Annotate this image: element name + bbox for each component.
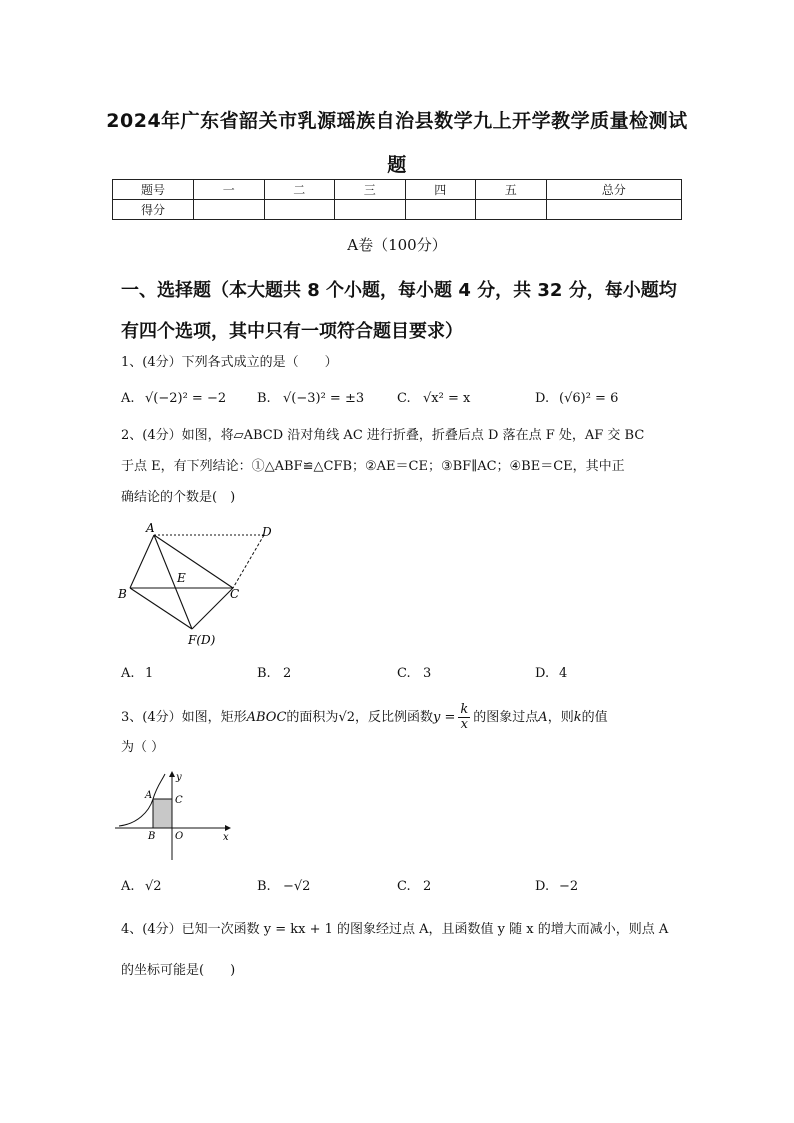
score-header-cell: 五 <box>476 180 547 200</box>
q3-area-value: √2 <box>338 710 355 725</box>
q1-option-a-body: √(−2)² = −2 <box>145 391 227 406</box>
q3-x-axis-arrow-icon <box>225 825 231 831</box>
doc-title-line2: 题 <box>387 154 407 176</box>
q1-option-b-body: √(−3)² = ±3 <box>283 391 365 406</box>
q3-option-b-body: −√2 <box>283 879 311 894</box>
score-cell[interactable] <box>405 200 476 220</box>
score-cell[interactable] <box>546 200 682 220</box>
q3-rect-name: ABOC <box>246 710 287 725</box>
q3-option-d-label: D. <box>535 879 550 894</box>
q2-label-b: B <box>118 587 127 601</box>
q3-label-a: A <box>145 790 153 801</box>
section1-heading-line1: 一、选择题（本大题共 8 个小题，每小题 4 分，共 32 分，每小题均 <box>121 280 677 301</box>
q1-stem: 1、(4分）下列各式成立的是（ ） <box>121 355 338 370</box>
score-table <box>112 179 682 220</box>
q2-segment-cf <box>192 588 233 629</box>
q2-option-c-body: 3 <box>423 666 432 681</box>
score-cell[interactable] <box>476 200 547 220</box>
score-table-score-row <box>113 200 682 220</box>
q3-func-num: k <box>460 702 469 717</box>
score-header-cell: 三 <box>335 180 406 200</box>
q4-stem-line2: 的坐标可能是( ) <box>121 963 236 978</box>
q2-option-b-body: 2 <box>283 666 292 681</box>
q3-label-x: x <box>223 832 229 843</box>
q3-option-a-label: A. <box>121 879 135 894</box>
score-table-header-row <box>113 180 682 200</box>
q3-option-a-body: √2 <box>145 879 162 894</box>
q3-option-d-body: −2 <box>559 879 579 894</box>
q3-y-axis-arrow-icon <box>169 771 175 777</box>
q3-option-c-body: 2 <box>423 879 432 894</box>
score-cell[interactable] <box>264 200 335 220</box>
q2-label-a: A <box>146 521 155 535</box>
q3-area-text: 的面积为 <box>286 710 339 725</box>
q1-option-c-label: C. <box>397 391 411 406</box>
q1-option-a-label: A. <box>121 391 135 406</box>
score-header-cell: 题号 <box>113 180 194 200</box>
q1-option-d-label: D. <box>535 391 550 406</box>
q2-stem-line2: 于点 E，有下列结论：①△ABF≌△CFB；②AE＝CE；③BF∥AC；④BE＝CE，其中正 <box>121 459 625 474</box>
q3-suffix: 的图象过点 <box>473 710 539 725</box>
score-header-cell: 总分 <box>546 180 682 200</box>
q3-stem-line1 <box>121 703 608 732</box>
q3-hyperbola-figure <box>115 768 235 862</box>
q2-option-a-label: A. <box>121 666 135 681</box>
q2-label-e: E <box>177 571 186 585</box>
q2-option-a-body: 1 <box>145 666 154 681</box>
q2-label-d: D <box>262 525 272 539</box>
score-header-cell: 一 <box>194 180 265 200</box>
volume-heading: A卷（100分） <box>347 236 447 254</box>
q3-option-c-label: C. <box>397 879 411 894</box>
section1-heading-line2: 有四个选项，其中只有一项符合题目要求） <box>121 321 463 342</box>
q3-option-b-label: B. <box>257 879 271 894</box>
q2-segment-ac <box>154 535 233 588</box>
q2-option-d-label: D. <box>535 666 550 681</box>
q2-segment-af <box>154 535 192 629</box>
q1-options <box>121 391 681 411</box>
q3-fraction <box>458 703 470 732</box>
q3-options <box>121 879 681 899</box>
q2-options <box>121 666 681 686</box>
score-cell[interactable] <box>335 200 406 220</box>
q2-option-c-label: C. <box>397 666 411 681</box>
q3-label-b: B <box>148 831 156 842</box>
q3-func-den: x <box>460 717 468 732</box>
q2-option-d-body: 4 <box>559 666 568 681</box>
q3-k: k <box>573 710 582 725</box>
q3-point: A <box>538 710 548 725</box>
doc-title-line1: 2024年广东省韶关市乳源瑶族自治县数学九上开学教学质量检测试 <box>106 110 688 132</box>
q3-func-lhs: y = <box>433 710 456 725</box>
q2-segment-dc <box>233 535 264 588</box>
q1-option-c-body: √x² = x <box>423 391 471 406</box>
q3-label-c: C <box>175 795 183 806</box>
q2-segment-bf <box>130 588 192 629</box>
q1-option-d-body: (√6)² = 6 <box>559 391 619 406</box>
q2-label-f: F(D) <box>188 633 216 647</box>
q1-option-b-label: B. <box>257 391 271 406</box>
q3-prefix: 3、(4分）如图，矩形 <box>121 710 247 725</box>
q3-stem-line2: 为（ ） <box>121 740 165 755</box>
q3-suffix2: ，则 <box>547 710 574 725</box>
q2-parallelogram-figure <box>115 518 285 650</box>
score-cell[interactable] <box>194 200 265 220</box>
q3-label-o: O <box>175 831 184 842</box>
q4-stem-line1: 4、(4分）已知一次函数 y = kx + 1 的图象经过点 A，且函数值 y 随 x 的增大而减小，则点 A <box>121 922 669 937</box>
q3-label-y: y <box>176 772 182 783</box>
q2-option-b-label: B. <box>257 666 271 681</box>
q2-segment-ab <box>130 535 154 588</box>
q2-label-c: C <box>230 587 240 601</box>
q3-mid: ，反比例函数 <box>355 710 434 725</box>
q2-stem-line1: 2、(4分）如图，将▱ABCD 沿对角线 AC 进行折叠，折叠后点 D 落在点 F 处，AF 交 BC <box>121 428 645 443</box>
q3-rectangle <box>153 799 172 828</box>
score-header-cell: 四 <box>405 180 476 200</box>
q2-stem-line3: 确结论的个数是( ) <box>121 490 236 505</box>
score-row-label: 得分 <box>113 200 194 220</box>
q3-suffix3: 的值 <box>581 710 608 725</box>
score-header-cell: 二 <box>264 180 335 200</box>
